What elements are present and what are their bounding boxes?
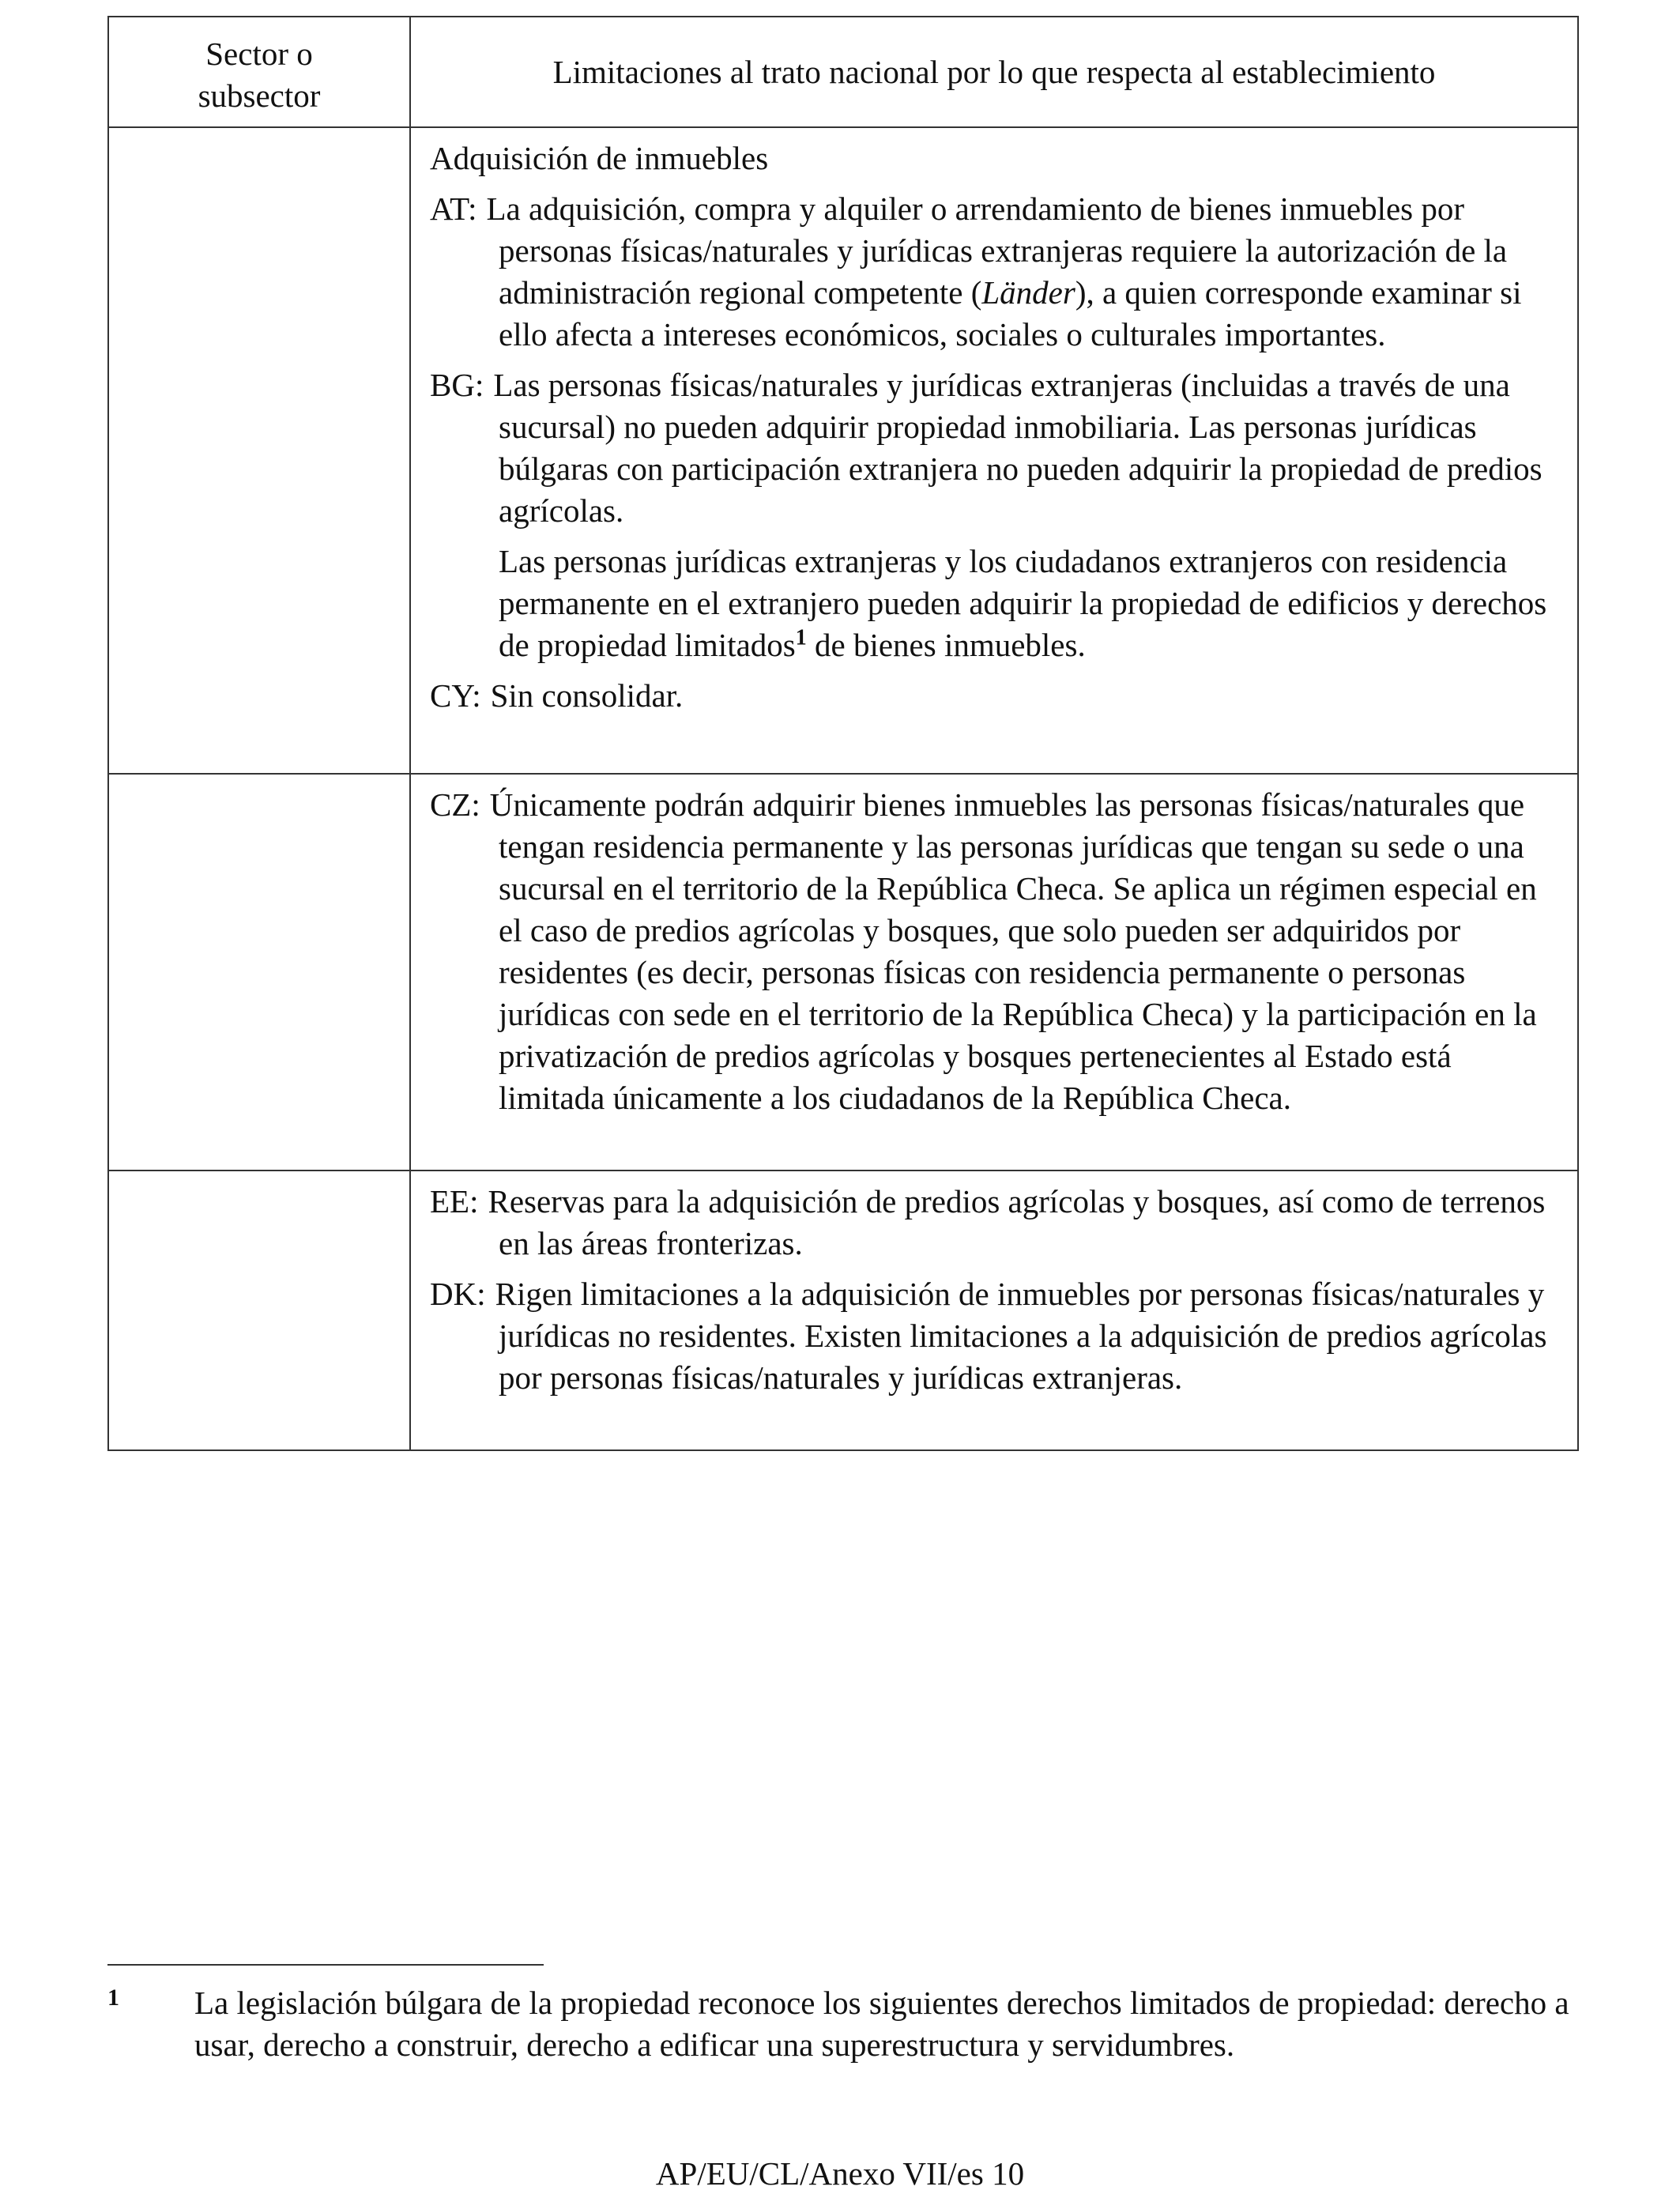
country-code: BG: [430, 367, 484, 403]
section-heading: Adquisición de inmuebles [430, 140, 769, 176]
entry-text [486, 190, 1521, 352]
entry-text: Sin consolidar. [490, 677, 684, 714]
entry-text: Reservas para la adquisición de predios agrícolas y bosques, así como de terrenos en las áreas fronterizas. [488, 1183, 1546, 1261]
footnote-text: La legislación búlgara de la propiedad reconoce los siguientes derechos limitados de propiedad: derecho a usar, derecho a construir, derecho a edificar una superestructura y servidumbres. [194, 1985, 1569, 2063]
country-code: DK: [430, 1276, 486, 1312]
page-identifier: AP/EU/CL/Anexo VII/es 10 [655, 2155, 1025, 2192]
entry-text-part: de bienes inmuebles. [806, 627, 1086, 663]
limitations-cell [410, 774, 1578, 1171]
header-sector-line1: Sector o [205, 36, 313, 72]
country-code: CZ: [430, 786, 480, 823]
entry-bg-continuation [430, 541, 1558, 666]
entry-text-part: Las personas jurídicas extranjeras y los ciudadanos extranjeros con residencia permanente en el extranjero pueden adquirir la propiedad de edificios y derechos de propiedad limitados [499, 543, 1547, 663]
entry-at [430, 188, 1558, 356]
entry-text: Rigen limitaciones a la adquisición de inmuebles por personas físicas/naturales y jurídicas no residentes. Existen limitaciones a la adquisición de predios agrícolas por personas físicas/naturales y jurídicas extranjeras. [495, 1276, 1547, 1396]
country-code: AT: [430, 190, 477, 227]
header-sector-line2: subsector [198, 77, 321, 114]
country-code: CY: [430, 677, 481, 714]
entry-bg [430, 364, 1558, 532]
limitations-table [107, 16, 1579, 1451]
limitations-cell [410, 127, 1578, 774]
footnote-number: 1 [107, 1985, 119, 2011]
entry-text: Las personas físicas/naturales y jurídicas extranjeras (incluidas a través de una sucursal) no pueden adquirir propiedad inmobiliaria. Las personas jurídicas búlgaras con participación extranjera no pueden adquirir la propiedad de predios agrícolas. [493, 367, 1543, 529]
entry-ee [430, 1181, 1558, 1265]
entry-text: Únicamente podrán adquirir bienes inmuebles las personas físicas/naturales que tengan residencia permanente y las personas jurídicas que tengan su sede o una sucursal en el territorio de la República Checa. Se aplica un régimen especial en el caso de predios agrícolas y bosques, que solo pueden ser adquiridos por residentes (es decir, personas físicas con residencia permanente o personas jurídicas con sede en el territorio de la República Checa) y la participación en la privatización de predios agrícolas y bosques pertenecientes al Estado está limitada únicamente a los ciudadanos de la República Checa. [489, 786, 1537, 1116]
entry-text-part: ), a quien corresponde examinar si ello afecta a intereses económicos, sociales o culturales importantes. [499, 274, 1522, 352]
entry-text-italic: Länder [981, 274, 1075, 311]
header-sector-cell [108, 17, 410, 127]
entry-dk [430, 1273, 1558, 1399]
table-row [108, 1171, 1578, 1450]
limitations-cell [410, 1171, 1578, 1450]
entry-text-part: La adquisición, compra y alquiler o arrendamiento de bienes inmuebles por personas físicas/naturales y jurídicas extranjeras requiere la autorización de la administración regional competente ( [486, 190, 1508, 311]
sector-cell [108, 127, 410, 774]
table-header-row [108, 17, 1578, 127]
entry-cy [430, 675, 1558, 717]
sector-cell [108, 1171, 410, 1450]
sector-cell [108, 774, 410, 1171]
table-row [108, 127, 1578, 774]
footnote-separator [107, 1964, 544, 1966]
header-limitations-cell: Limitaciones al trato nacional por lo que respecta al establecimiento [410, 17, 1578, 127]
table-row [108, 774, 1578, 1171]
entry-cz [430, 784, 1558, 1119]
footnote-reference[interactable]: 1 [795, 625, 807, 650]
country-code: EE: [430, 1183, 479, 1220]
